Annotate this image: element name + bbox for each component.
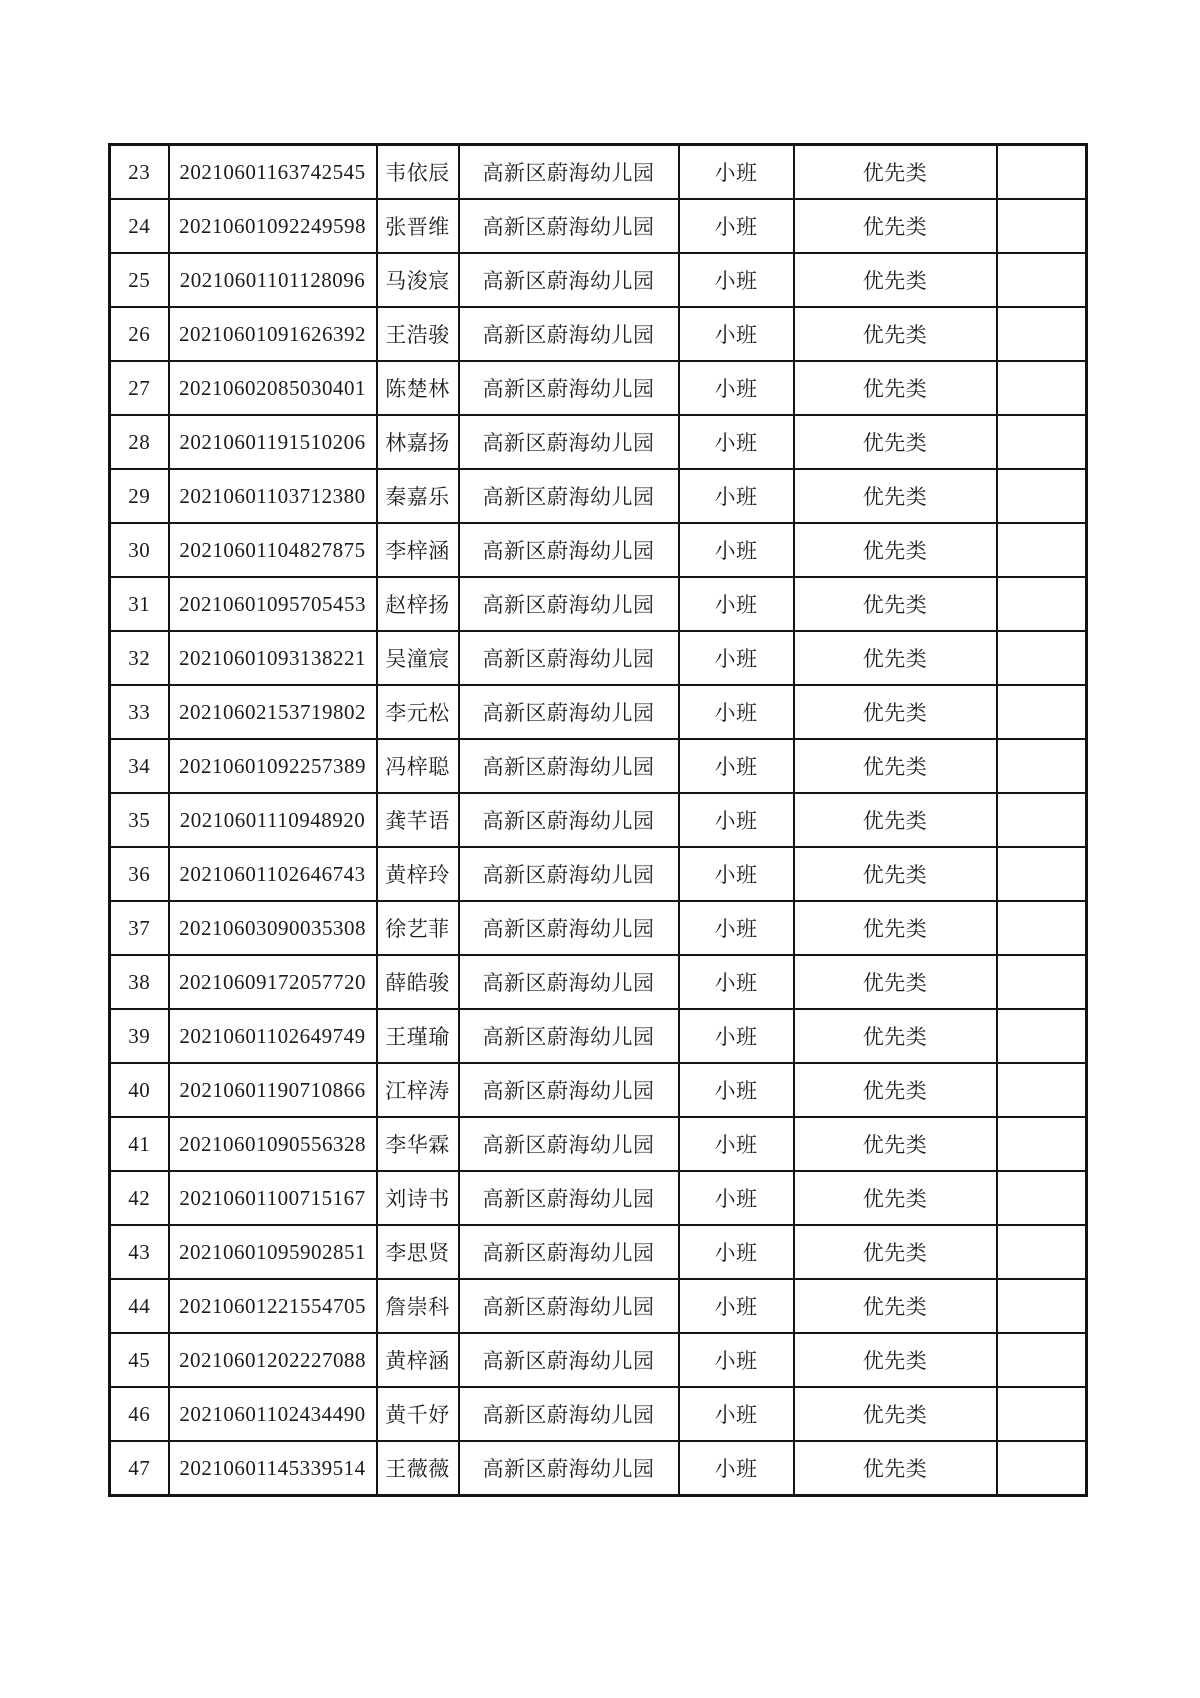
- cell-grade: 小班: [679, 1279, 794, 1333]
- cell-category: 优先类: [794, 199, 997, 253]
- cell-school: 高新区蔚海幼儿园: [459, 361, 679, 415]
- cell-seq: 46: [110, 1387, 169, 1441]
- table-row: [110, 469, 1087, 523]
- cell-seq: 23: [110, 145, 169, 200]
- cell-category: 优先类: [794, 1225, 997, 1279]
- cell-category: 优先类: [794, 955, 997, 1009]
- table-row: [110, 685, 1087, 739]
- cell-category: 优先类: [794, 523, 997, 577]
- cell-grade: 小班: [679, 253, 794, 307]
- cell-name: 龚芊语: [377, 793, 459, 847]
- table-row: [110, 1117, 1087, 1171]
- cell-school: 高新区蔚海幼儿园: [459, 1387, 679, 1441]
- cell-grade: 小班: [679, 955, 794, 1009]
- cell-name: 黄梓玲: [377, 847, 459, 901]
- cell-seq: 42: [110, 1171, 169, 1225]
- table-row: [110, 577, 1087, 631]
- cell-name: 黄梓涵: [377, 1333, 459, 1387]
- cell-seq: 31: [110, 577, 169, 631]
- table-row: [110, 523, 1087, 577]
- cell-school: 高新区蔚海幼儿园: [459, 1225, 679, 1279]
- cell-seq: 37: [110, 901, 169, 955]
- cell-id: 20210601163742545: [169, 145, 377, 200]
- cell-name: 秦嘉乐: [377, 469, 459, 523]
- cell-name: 徐艺菲: [377, 901, 459, 955]
- cell-note: [997, 415, 1087, 469]
- cell-name: 江梓涛: [377, 1063, 459, 1117]
- cell-note: [997, 739, 1087, 793]
- cell-note: [997, 631, 1087, 685]
- cell-seq: 43: [110, 1225, 169, 1279]
- cell-category: 优先类: [794, 307, 997, 361]
- cell-id: 20210603090035308: [169, 901, 377, 955]
- cell-category: 优先类: [794, 253, 997, 307]
- cell-seq: 45: [110, 1333, 169, 1387]
- cell-school: 高新区蔚海幼儿园: [459, 1279, 679, 1333]
- cell-school: 高新区蔚海幼儿园: [459, 739, 679, 793]
- cell-grade: 小班: [679, 1225, 794, 1279]
- cell-name: 陈楚林: [377, 361, 459, 415]
- cell-grade: 小班: [679, 1441, 794, 1496]
- cell-grade: 小班: [679, 685, 794, 739]
- cell-id: 20210601102646743: [169, 847, 377, 901]
- cell-seq: 28: [110, 415, 169, 469]
- table-row: [110, 1333, 1087, 1387]
- table-row: [110, 253, 1087, 307]
- cell-id: 20210602153719802: [169, 685, 377, 739]
- cell-seq: 26: [110, 307, 169, 361]
- table-row: [110, 1387, 1087, 1441]
- table-row: [110, 307, 1087, 361]
- cell-category: 优先类: [794, 793, 997, 847]
- cell-seq: 35: [110, 793, 169, 847]
- cell-name: 王瑾瑜: [377, 1009, 459, 1063]
- cell-grade: 小班: [679, 523, 794, 577]
- cell-seq: 36: [110, 847, 169, 901]
- table-row: [110, 1063, 1087, 1117]
- cell-note: [997, 577, 1087, 631]
- cell-seq: 25: [110, 253, 169, 307]
- cell-id: 20210601095705453: [169, 577, 377, 631]
- cell-school: 高新区蔚海幼儿园: [459, 1063, 679, 1117]
- cell-id: 20210601191510206: [169, 415, 377, 469]
- cell-school: 高新区蔚海幼儿园: [459, 955, 679, 1009]
- table-row: [110, 145, 1087, 200]
- cell-note: [997, 253, 1087, 307]
- cell-school: 高新区蔚海幼儿园: [459, 307, 679, 361]
- cell-id: 20210601202227088: [169, 1333, 377, 1387]
- cell-name: 马浚宸: [377, 253, 459, 307]
- cell-school: 高新区蔚海幼儿园: [459, 1171, 679, 1225]
- cell-category: 优先类: [794, 577, 997, 631]
- cell-name: 李梓涵: [377, 523, 459, 577]
- cell-note: [997, 307, 1087, 361]
- cell-category: 优先类: [794, 1333, 997, 1387]
- cell-grade: 小班: [679, 901, 794, 955]
- cell-grade: 小班: [679, 415, 794, 469]
- cell-name: 王浩骏: [377, 307, 459, 361]
- table-row: [110, 415, 1087, 469]
- cell-seq: 32: [110, 631, 169, 685]
- cell-id: 20210601103712380: [169, 469, 377, 523]
- cell-id: 20210601110948920: [169, 793, 377, 847]
- table-row: [110, 1171, 1087, 1225]
- cell-grade: 小班: [679, 307, 794, 361]
- cell-category: 优先类: [794, 415, 997, 469]
- table-row: [110, 631, 1087, 685]
- cell-category: 优先类: [794, 1279, 997, 1333]
- table-row: [110, 901, 1087, 955]
- table-row: [110, 199, 1087, 253]
- cell-category: 优先类: [794, 145, 997, 200]
- cell-grade: 小班: [679, 361, 794, 415]
- cell-id: 20210601092249598: [169, 199, 377, 253]
- cell-note: [997, 685, 1087, 739]
- cell-note: [997, 1009, 1087, 1063]
- cell-grade: 小班: [679, 847, 794, 901]
- cell-seq: 29: [110, 469, 169, 523]
- cell-name: 王薇薇: [377, 1441, 459, 1496]
- cell-id: 20210602085030401: [169, 361, 377, 415]
- cell-note: [997, 1387, 1087, 1441]
- cell-school: 高新区蔚海幼儿园: [459, 469, 679, 523]
- table-row: [110, 739, 1087, 793]
- cell-id: 20210601091626392: [169, 307, 377, 361]
- cell-id: 20210601101128096: [169, 253, 377, 307]
- roster-body: [110, 145, 1087, 1496]
- cell-id: 20210601102649749: [169, 1009, 377, 1063]
- cell-note: [997, 1333, 1087, 1387]
- cell-name: 李元松: [377, 685, 459, 739]
- cell-school: 高新区蔚海幼儿园: [459, 847, 679, 901]
- cell-seq: 40: [110, 1063, 169, 1117]
- cell-name: 薛皓骏: [377, 955, 459, 1009]
- cell-note: [997, 793, 1087, 847]
- cell-name: 冯梓聪: [377, 739, 459, 793]
- cell-seq: 38: [110, 955, 169, 1009]
- cell-seq: 30: [110, 523, 169, 577]
- cell-grade: 小班: [679, 1117, 794, 1171]
- cell-id: 20210601145339514: [169, 1441, 377, 1496]
- cell-grade: 小班: [679, 739, 794, 793]
- cell-category: 优先类: [794, 847, 997, 901]
- cell-note: [997, 361, 1087, 415]
- cell-grade: 小班: [679, 577, 794, 631]
- cell-id: 20210609172057720: [169, 955, 377, 1009]
- cell-grade: 小班: [679, 1387, 794, 1441]
- cell-name: 张晋维: [377, 199, 459, 253]
- cell-id: 20210601104827875: [169, 523, 377, 577]
- cell-name: 黄千妤: [377, 1387, 459, 1441]
- cell-name: 李华霖: [377, 1117, 459, 1171]
- cell-category: 优先类: [794, 631, 997, 685]
- cell-note: [997, 199, 1087, 253]
- cell-grade: 小班: [679, 469, 794, 523]
- cell-school: 高新区蔚海幼儿园: [459, 1117, 679, 1171]
- cell-name: 赵梓扬: [377, 577, 459, 631]
- cell-grade: 小班: [679, 1063, 794, 1117]
- cell-category: 优先类: [794, 361, 997, 415]
- cell-school: 高新区蔚海幼儿园: [459, 523, 679, 577]
- cell-note: [997, 1441, 1087, 1496]
- cell-school: 高新区蔚海幼儿园: [459, 415, 679, 469]
- cell-seq: 44: [110, 1279, 169, 1333]
- cell-grade: 小班: [679, 1009, 794, 1063]
- cell-seq: 47: [110, 1441, 169, 1496]
- cell-id: 20210601221554705: [169, 1279, 377, 1333]
- cell-seq: 33: [110, 685, 169, 739]
- table-row: [110, 955, 1087, 1009]
- cell-id: 20210601090556328: [169, 1117, 377, 1171]
- cell-name: 林嘉扬: [377, 415, 459, 469]
- cell-school: 高新区蔚海幼儿园: [459, 1333, 679, 1387]
- cell-id: 20210601102434490: [169, 1387, 377, 1441]
- cell-name: 李思贤: [377, 1225, 459, 1279]
- cell-grade: 小班: [679, 199, 794, 253]
- cell-name: 詹崇科: [377, 1279, 459, 1333]
- cell-category: 优先类: [794, 1387, 997, 1441]
- cell-category: 优先类: [794, 469, 997, 523]
- cell-category: 优先类: [794, 1171, 997, 1225]
- cell-grade: 小班: [679, 1171, 794, 1225]
- admission-roster-table: [108, 143, 1088, 1497]
- cell-school: 高新区蔚海幼儿园: [459, 1009, 679, 1063]
- cell-note: [997, 145, 1087, 200]
- cell-note: [997, 1063, 1087, 1117]
- cell-name: 吴潼宸: [377, 631, 459, 685]
- cell-grade: 小班: [679, 793, 794, 847]
- cell-school: 高新区蔚海幼儿园: [459, 1441, 679, 1496]
- cell-seq: 41: [110, 1117, 169, 1171]
- cell-note: [997, 1279, 1087, 1333]
- cell-id: 20210601100715167: [169, 1171, 377, 1225]
- table-row: [110, 1279, 1087, 1333]
- table-row: [110, 1225, 1087, 1279]
- table-row: [110, 793, 1087, 847]
- table-row: [110, 1009, 1087, 1063]
- cell-school: 高新区蔚海幼儿园: [459, 253, 679, 307]
- cell-school: 高新区蔚海幼儿园: [459, 685, 679, 739]
- table-row: [110, 847, 1087, 901]
- cell-school: 高新区蔚海幼儿园: [459, 199, 679, 253]
- cell-note: [997, 955, 1087, 1009]
- cell-note: [997, 523, 1087, 577]
- cell-category: 优先类: [794, 739, 997, 793]
- cell-note: [997, 1171, 1087, 1225]
- cell-school: 高新区蔚海幼儿园: [459, 145, 679, 200]
- cell-note: [997, 847, 1087, 901]
- cell-seq: 27: [110, 361, 169, 415]
- cell-category: 优先类: [794, 1117, 997, 1171]
- cell-grade: 小班: [679, 631, 794, 685]
- cell-name: 刘诗书: [377, 1171, 459, 1225]
- cell-note: [997, 1117, 1087, 1171]
- cell-grade: 小班: [679, 1333, 794, 1387]
- cell-note: [997, 1225, 1087, 1279]
- cell-grade: 小班: [679, 145, 794, 200]
- cell-name: 韦依辰: [377, 145, 459, 200]
- cell-category: 优先类: [794, 685, 997, 739]
- cell-id: 20210601092257389: [169, 739, 377, 793]
- cell-category: 优先类: [794, 1009, 997, 1063]
- table-row: [110, 361, 1087, 415]
- cell-school: 高新区蔚海幼儿园: [459, 901, 679, 955]
- cell-category: 优先类: [794, 1441, 997, 1496]
- cell-id: 20210601095902851: [169, 1225, 377, 1279]
- cell-id: 20210601093138221: [169, 631, 377, 685]
- cell-id: 20210601190710866: [169, 1063, 377, 1117]
- table-row: [110, 1441, 1087, 1496]
- cell-note: [997, 901, 1087, 955]
- cell-seq: 34: [110, 739, 169, 793]
- cell-seq: 39: [110, 1009, 169, 1063]
- cell-category: 优先类: [794, 901, 997, 955]
- cell-school: 高新区蔚海幼儿园: [459, 577, 679, 631]
- cell-school: 高新区蔚海幼儿园: [459, 631, 679, 685]
- cell-school: 高新区蔚海幼儿园: [459, 793, 679, 847]
- cell-category: 优先类: [794, 1063, 997, 1117]
- cell-note: [997, 469, 1087, 523]
- cell-seq: 24: [110, 199, 169, 253]
